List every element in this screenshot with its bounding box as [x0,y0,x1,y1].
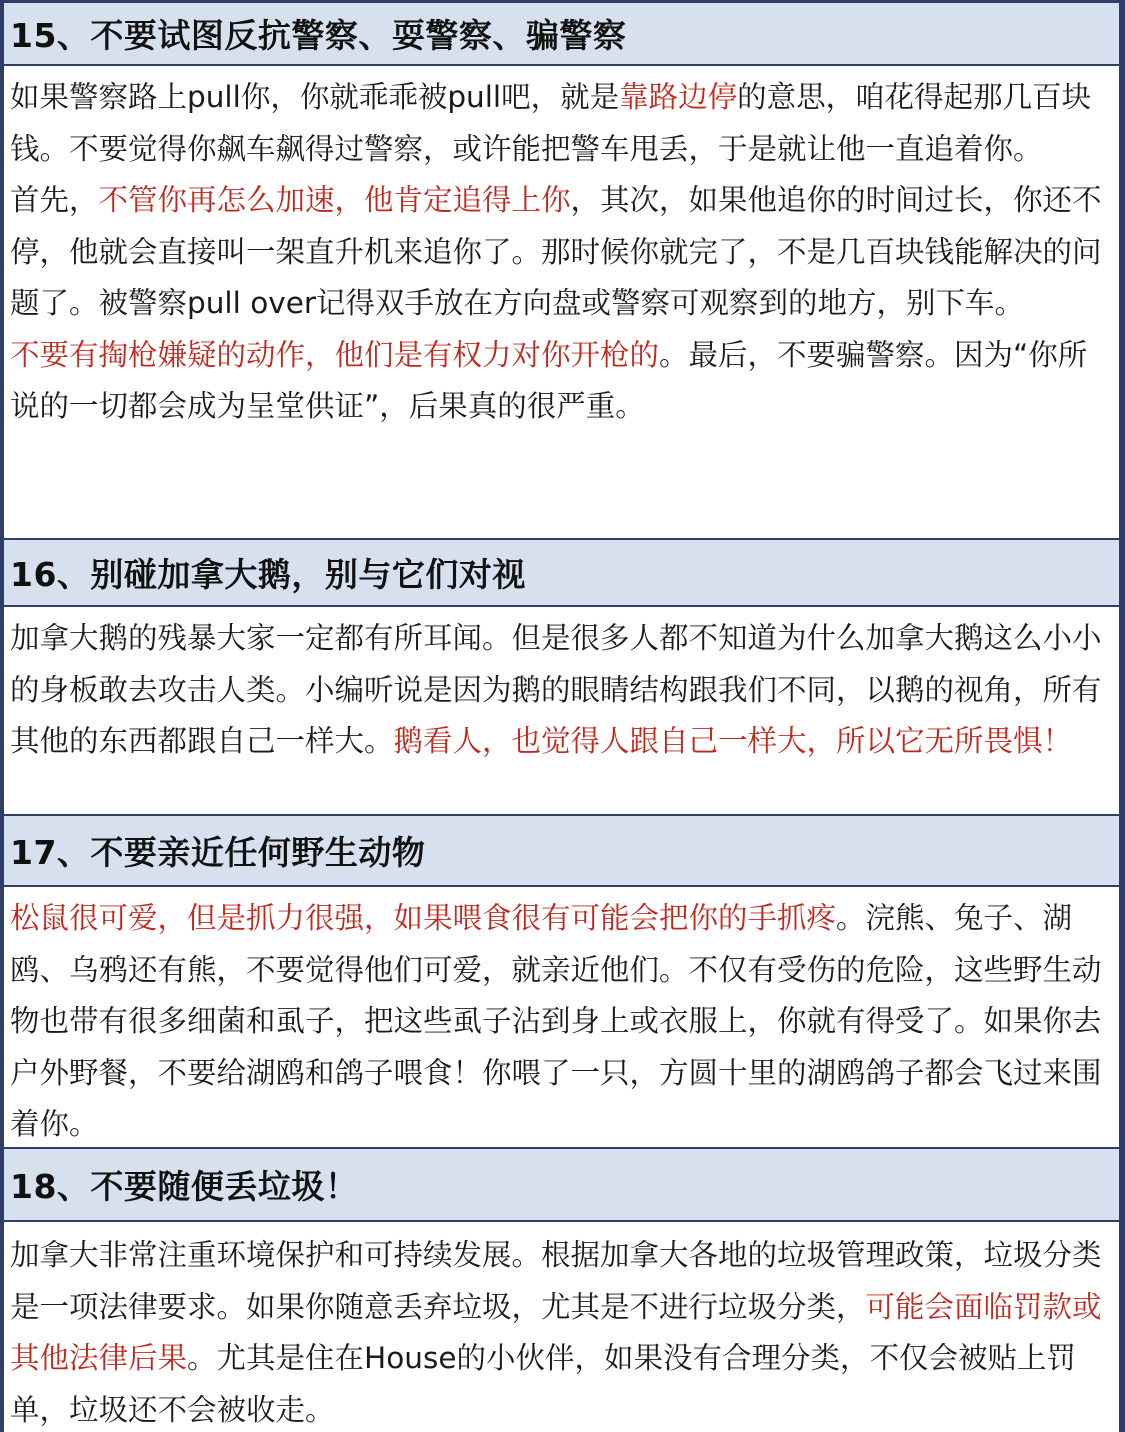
body-text-run: 如果警察路上pull你，你就乖乖被pull吧，就是 [10,80,620,114]
body-text-run: 的意思，咱花得起那几百块钱。不要觉得你飙车飙得过警察，或许能把警车甩丢，于是就让他一直追着你。 [10,80,1092,166]
section-17-heading: 17、不要亲近任何野生动物 [4,816,1119,887]
highlight-text: 靠路边停 [619,80,738,114]
highlight-text: 松鼠很可爱，但是抓力很强，如果喂食很有可能会把你的手抓疼 [10,901,837,935]
section-16-heading: 16、别碰加拿大鹅，别与它们对视 [4,540,1119,607]
paragraph [10,175,1111,330]
body-text-run: ，其次，如果他追你的时间过长，你还不停，他就会直接叫一架直升机来追你了。那时候你就完了，不是几百块钱能解决的问题了。被警察pull over记得双手放在方向盘或警察可观察到的地方，别下车。 [10,183,1102,320]
body-text-run: 首先， [10,183,99,217]
body-text-run: 。浣熊、兔子、湖鸥、乌鸦还有熊，不要觉得他们可爱，就亲近他们。不仅有受伤的危险，这些野生动物也带有很多细菌和虱子，把这些虱子沾到身上或衣服上，你就有得受了。如果你去户外野餐，不要给湖鸥和鸽子喂食！你喂了一只，方圆十里的湖鸥鸽子都会飞过来围着你。 [10,901,1102,1141]
paragraph [10,1230,1111,1432]
section-18-body [4,1222,1119,1432]
highlight-text: 可能会面临罚款或其他法律后果 [10,1289,1102,1375]
paragraph [10,72,1111,175]
section-17-body [4,887,1119,1149]
highlight-text: 不管你再怎么加速，他肯定追得上你 [98,183,571,217]
body-text-run: 。尤其是住在House的小伙伴，如果没有合理分类，不仅会被贴上罚单，垃圾还不会被收走。 [10,1341,1076,1427]
paragraph [10,613,1111,768]
section-15-body [4,66,1119,540]
body-text-run: 。最后，不要骗警察。因为“你所说的一切都会成为呈堂供证”，后果真的很严重。 [10,337,1088,423]
highlight-text: 鹅看人，也觉得人跟自己一样大，所以它无所畏惧！ [393,724,1073,758]
section-18-heading: 18、不要随便丢垃圾！ [4,1149,1119,1222]
highlight-text: 不要有掏枪嫌疑的动作，他们是有权力对你开枪的 [10,337,660,372]
paragraph [10,330,1111,433]
body-text-run: 加拿大非常注重环境保护和可持续发展。根据加拿大各地的垃圾管理政策，垃圾分类是一项法律要求。如果你随意丢弃垃圾，尤其是不进行垃圾分类， [10,1238,1102,1324]
section-16-body [4,607,1119,816]
paragraph [10,893,1111,1151]
section-15-heading: 15、不要试图反抗警察、耍警察、骗警察 [4,3,1119,66]
body-text-run: 加拿大鹅的残暴大家一定都有所耳闻。但是很多人都不知道为什么加拿大鹅这么小小的身板敢去攻击人类。小编听说是因为鹅的眼睛结构跟我们不同，以鹅的视角，所有其他的东西都跟自己一样大。 [10,621,1102,758]
